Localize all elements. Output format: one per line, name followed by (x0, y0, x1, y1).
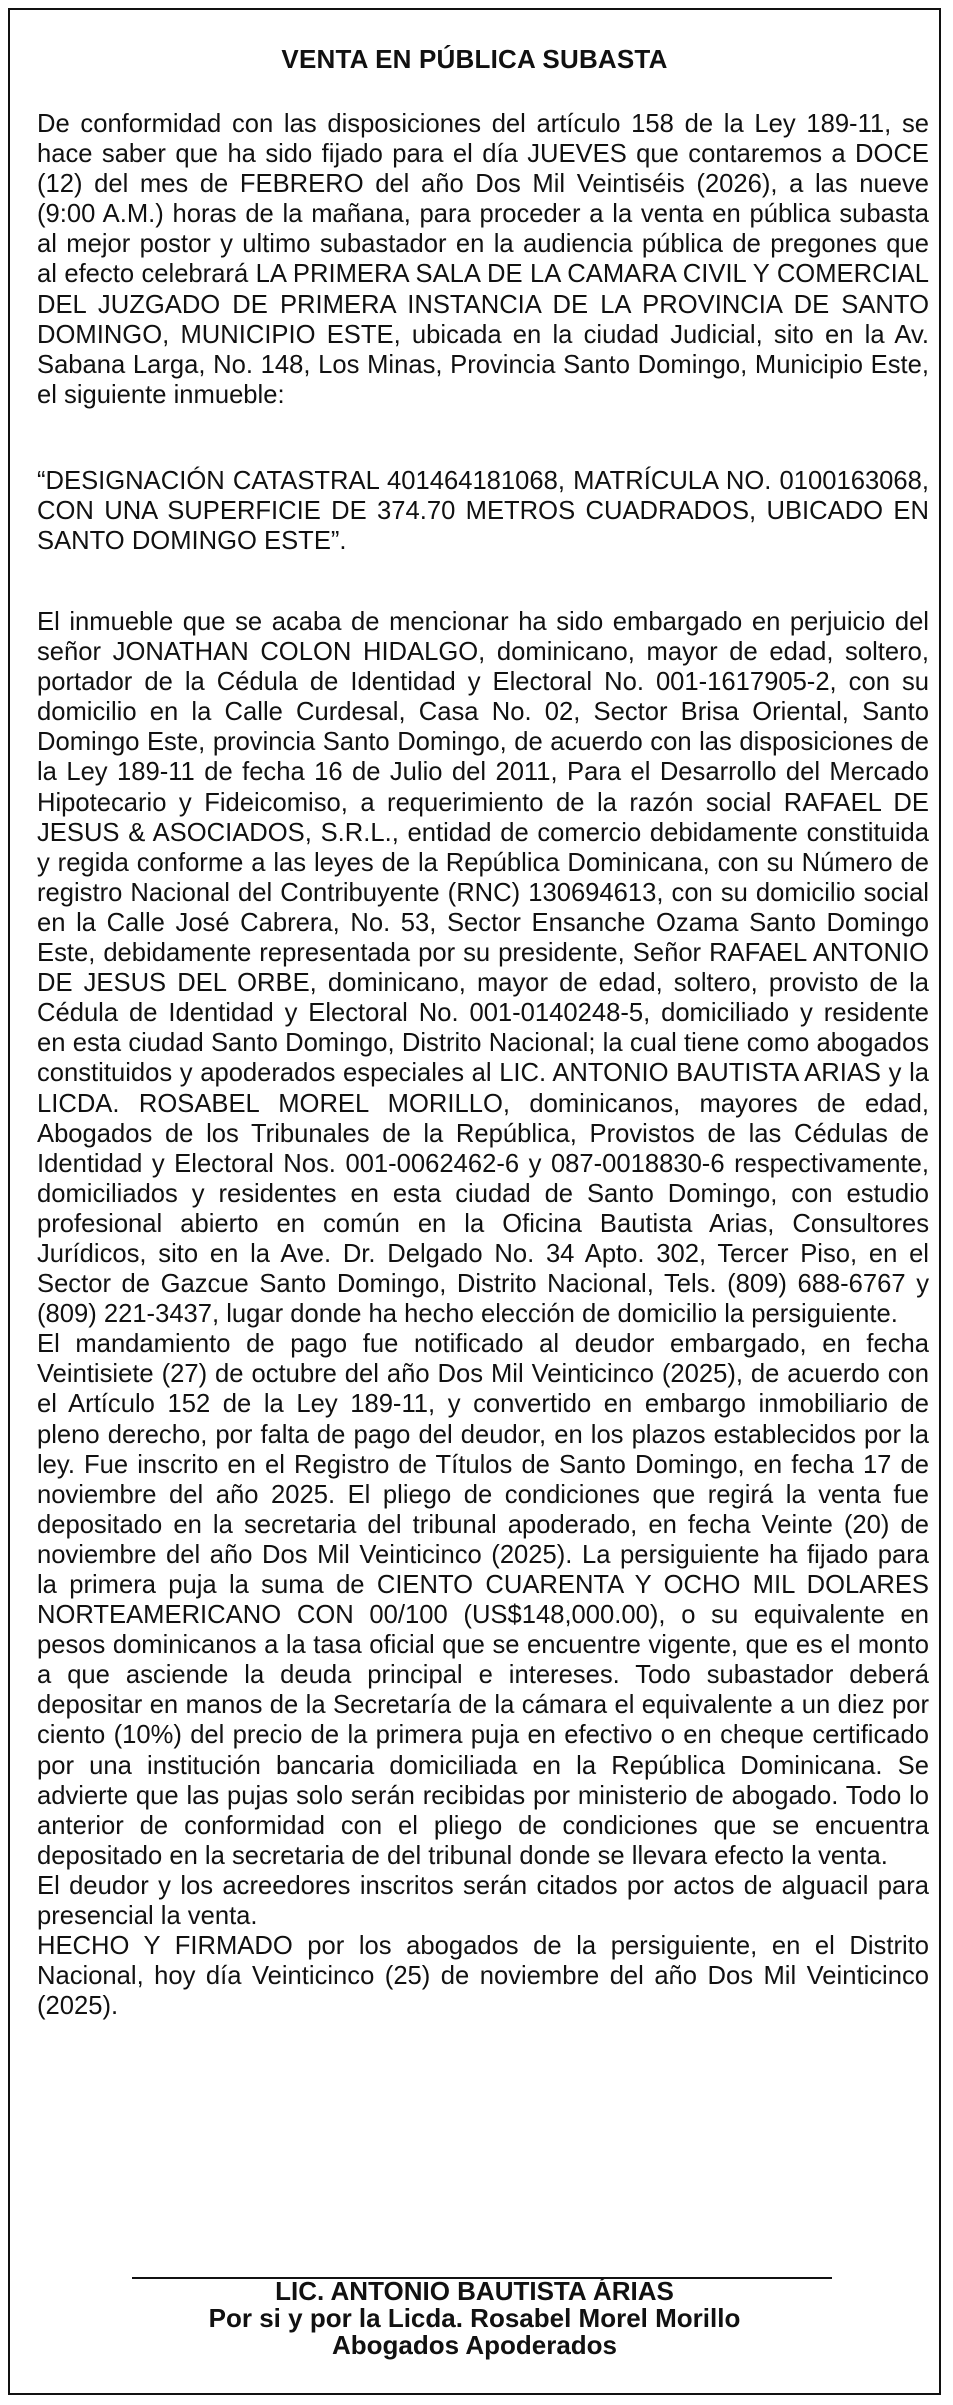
paragraph-payment-conditions: El mandamiento de pago fue notificado al deudor embargado, en fecha Veintisiete (27) de octubre del año Dos Mil Veinticinco (2025), de acuerdo con el Artículo 152 de la Ley 189-11, y convertido en embargo inmobiliario de pleno derecho, por falta de pago del deudor, en los plazos establecidos por la ley. Fue inscrito en el Registro de Títulos de Santo Domingo, en fecha 17 de noviembre del año 2025. El pliego de condiciones que regirá la venta fue depositado en la secretaria del tribunal apoderado, en fecha Veinte (20) de noviembre del año Dos Mil Veinticinco (2025). La persiguiente ha fijado para la primera puja la suma de CIENTO CUARENTA Y OCHO MIL DOLARES NORTEAMERICANO CON 00/100 (US$148,000.00), o su equivalente en pesos dominicanos a la tasa oficial que se encuentre vigente, que es el monto a que asciende la deuda principal e intereses. Todo subastador deberá depositar en manos de la Secretaría de la cámara el equivalente a un diez por ciento (10%) del precio de la primera puja en efectivo o en cheque certificado por una institución bancaria domiciliada en la República Dominicana. Se advierte que las pujas solo serán recibidas por ministerio de abogado. Todo lo anterior de conformidad con el pliego de condiciones que se encuentra depositado en la secretaria de del tribunal donde se llevara efecto la venta. (37, 1330, 929, 1870)
paragraph-group-details (37, 607, 929, 2021)
notice-frame (8, 8, 941, 2395)
signature-line-2: Por si y por la Licda. Rosabel Morel Morillo (208, 2303, 741, 2333)
paragraph-creditors-notice: El deudor y los acreedores inscritos serán citados por actos de alguacil para presencial la venta. (37, 1871, 929, 1931)
signature-block (10, 2278, 939, 2359)
paragraph-seizure-details: El inmueble que se acaba de mencionar ha sido embargado en perjuicio del señor JONATHAN COLON HIDALGO, dominicano, mayor de edad, soltero, portador de la Cédula de Identidad y Electoral No. 001-1617905-2, con su domicilio en la Calle Curdesal, Casa No. 02, Sector Brisa Oriental, Santo Domingo Este, provincia Santo Domingo, de acuerdo con las disposiciones de la Ley 189-11 de fecha 16 de Julio del 2011, Para el Desarrollo del Mercado Hipotecario y Fideicomiso, a requerimiento de la razón social RAFAEL DE JESUS & ASOCIADOS, S.R.L., entidad de comercio debidamente constituida y regida conforme a las leyes de la República Dominicana, con su Número de registro Nacional del Contribuyente (RNC) 130694613, con su domicilio social en la Calle José Cabrera, No. 53, Sector Ensanche Ozama Santo Domingo Este, debidamente representada por su presidente, Señor RAFAEL ANTONIO DE JESUS DEL ORBE, dominicano, mayor de edad, soltero, provisto de la Cédula de Identidad y Electoral No. 001-0140248-5, domiciliado y residente en esta ciudad Santo Domingo, Distrito Nacional; la cual tiene como abogados constituidos y apoderados especiales al LIC. ANTONIO BAUTISTA ARIAS y la LICDA. ROSABEL MOREL MORILLO, dominicanos, mayores de edad, Abogados de los Tribunales de la República, Provistos de las Cédulas de Identidad y Electoral Nos. 001-0062462-6 y 087-0018830-6 respectivamente, domiciliados y residentes en esta ciudad de Santo Domingo, con estudio profesional abierto en común en la Oficina Bautista Arias, Consultores Jurídicos, sito en la Ave. Dr. Delgado No. 34 Apto. 302, Tercer Piso, en el Sector de Gazcue Santo Domingo, Distrito Nacional, Tels. (809) 688-6767 y (809) 221-3437, lugar donde ha hecho elección de domicilio la persiguiente. (37, 608, 929, 1329)
signature-line-3: Abogados Apoderados (331, 2330, 618, 2360)
paragraph-signed-statement: HECHO Y FIRMADO por los abogados de la persiguiente, en el Distrito Nacional, hoy día Veinticinco (25) de noviembre del año Dos Mil Veinticinco (2025). (37, 1932, 929, 2021)
paragraph-property-description: “DESIGNACIÓN CATASTRAL 401464181068, MATRÍCULA NO. 0100163068, CON UNA SUPERFICIE DE 374.70 METROS CUADRADOS, UBICADO EN SANTO DOMINGO ESTE”. (37, 467, 929, 556)
paragraph-announcement: De conformidad con las disposiciones del artículo 158 de la Ley 189-11, se hace saber que ha sido fijado para el día JUEVES que contaremos a DOCE (12) del mes de FEBRERO del año Dos Mil Veintiséis (2026), a las nueve (9:00 A.M.) horas de la mañana, para proceder a la venta en pública subasta al mejor postor y ultimo subastador en la audiencia pública de pregones que al efecto celebrará LA PRIMERA SALA DE LA CAMARA CIVIL Y COMERCIAL DEL JUZGADO DE PRIMERA INSTANCIA DE LA PROVINCIA DE SANTO DOMINGO, MUNICIPIO ESTE, ubicada en la ciudad Judicial, sito en la Av. Sabana Larga, No. 148, Los Minas, Provincia Santo Domingo, Municipio Este, el siguiente inmueble: (37, 110, 929, 409)
signature-name: LIC. ANTONIO BAUTISTA ÁRIAS (275, 2276, 674, 2306)
notice-title: VENTA EN PÚBLICA SUBASTA (281, 44, 668, 74)
